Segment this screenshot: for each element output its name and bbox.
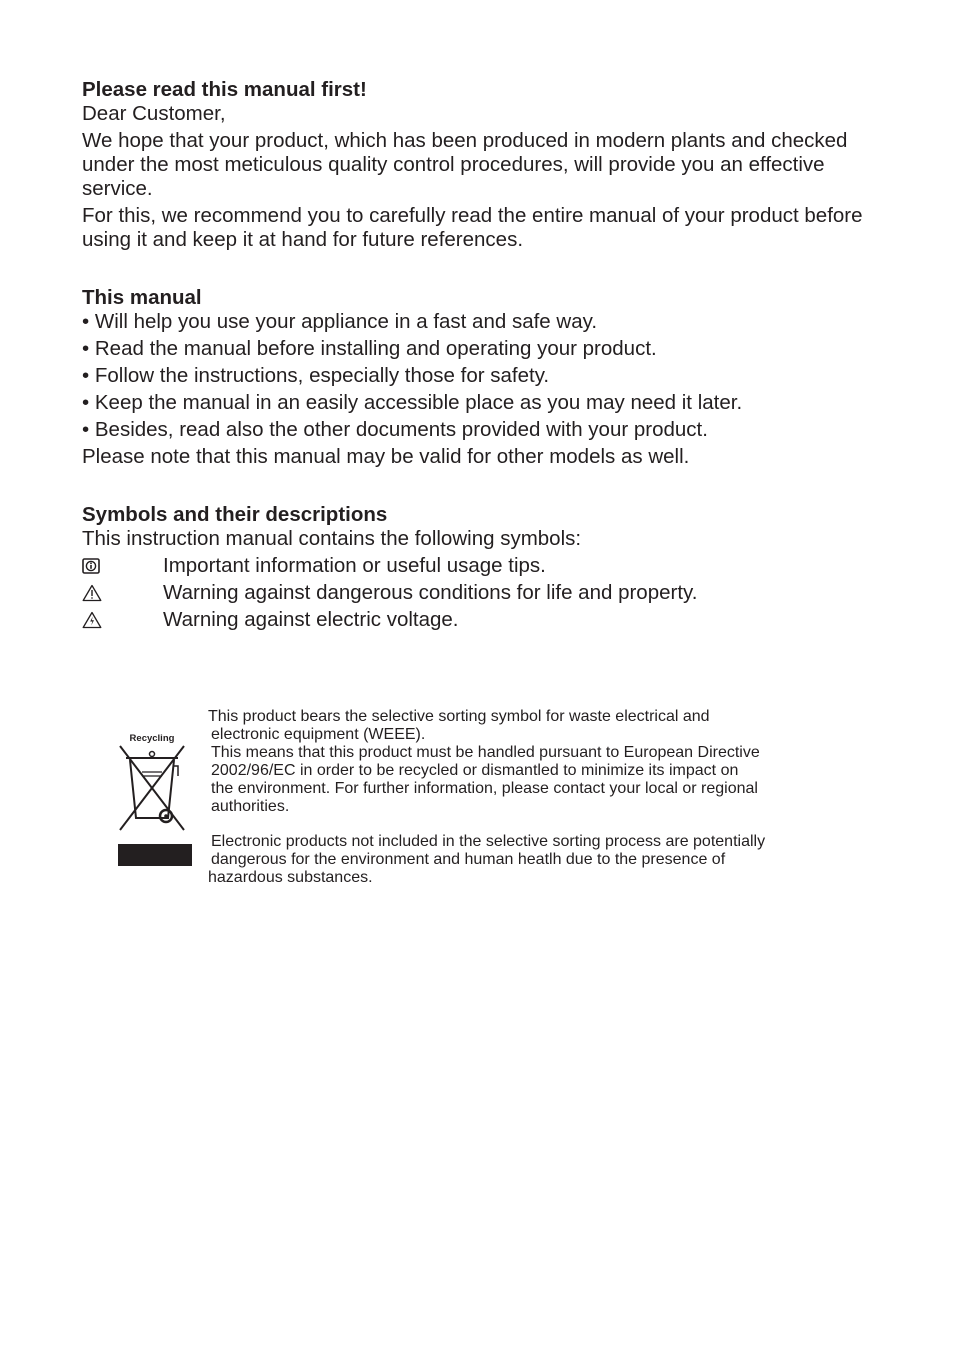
weee-notice	[112, 708, 812, 898]
info-icon	[82, 558, 163, 574]
intro-title: Please read this manual first!	[82, 78, 367, 101]
warning-triangle-icon	[82, 584, 163, 602]
electric-warning-icon	[82, 611, 163, 629]
weee-line: the environment. For further information, please contact your local or regional	[211, 780, 758, 797]
symbol-desc: Warning against electric voltage.	[163, 608, 459, 631]
symbols-intro: This instruction manual contains the following symbols:	[82, 527, 582, 550]
greeting: Dear Customer,	[82, 102, 226, 125]
main-content	[82, 78, 872, 632]
weee-text	[208, 708, 808, 887]
symbol-row-warning	[82, 581, 872, 605]
manual-note: Please note that this manual may be valid for other models as well.	[82, 445, 690, 468]
weee-line: authorities.	[211, 798, 290, 815]
weee-line: 2002/96/EC in order to be recycled or dismantled to minimize its impact on	[211, 762, 739, 779]
intro-paragraph-1: We hope that your product, which has been produced in modern plants and checked under the most meticulous quality control procedures, will provide you an effective service.	[82, 129, 848, 200]
manual-bullet: • Read the manual before installing and operating your product.	[82, 337, 657, 360]
weee-line: Electronic products not included in the selective sorting process are potentially	[211, 833, 766, 850]
manual-bullet: • Will help you use your appliance in a fast and safe way.	[82, 310, 598, 333]
symbol-desc: Warning against dangerous conditions for life and property.	[163, 581, 698, 604]
symbol-row-info	[82, 554, 872, 578]
svg-text:Recycling: Recycling	[129, 733, 175, 744]
manual-bullet: • Follow the instructions, especially those for safety.	[82, 364, 550, 387]
weee-line: This product bears the selective sorting symbol for waste electrical and	[208, 708, 710, 725]
manual-bullet: • Besides, read also the other documents provided with your product.	[82, 418, 708, 441]
manual-title: This manual	[82, 286, 202, 309]
weee-line: electronic equipment (WEEE).	[211, 726, 426, 743]
manual-bullet: • Keep the manual in an easily accessible place as you may need it later.	[82, 391, 743, 414]
symbols-title: Symbols and their descriptions	[82, 503, 388, 526]
recycling-bin-icon	[112, 732, 198, 872]
weee-line: This means that this product must be handled pursuant to European Directive	[211, 744, 760, 761]
symbol-desc: Important information or useful usage tips.	[163, 554, 546, 577]
intro-paragraph-2: For this, we recommend you to carefully read the entire manual of your product before using it and keep it at hand for future references.	[82, 204, 863, 251]
weee-line: hazardous substances.	[208, 869, 373, 886]
symbol-row-electric	[82, 608, 872, 632]
weee-line: dangerous for the environment and human heatlh due to the presence of	[211, 851, 726, 868]
